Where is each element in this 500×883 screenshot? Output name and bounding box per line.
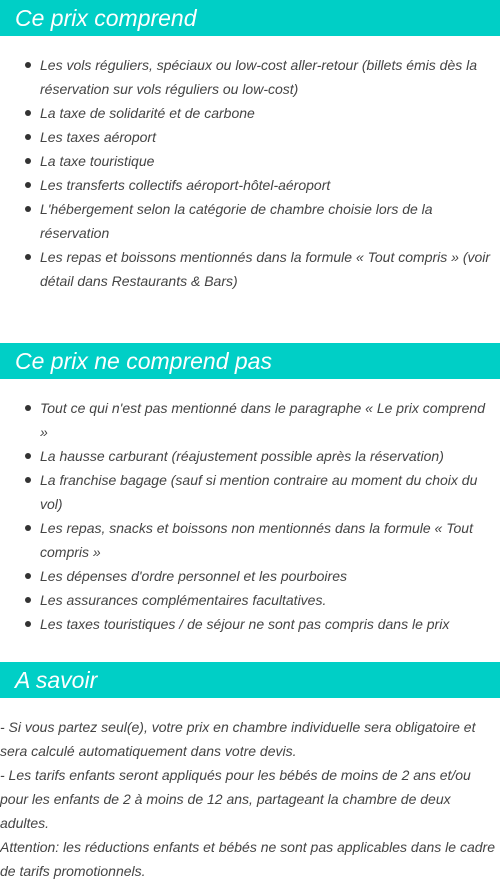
not-included-list xyxy=(40,396,495,636)
included-item: L'hébergement selon la catégorie de chambre choisie lors de la réservation xyxy=(40,197,495,245)
included-item: La taxe de solidarité et de carbone xyxy=(40,101,495,125)
savoir-paragraph: - Si vous partez seul(e), votre prix en chambre individuelle sera obligatoire et sera calculé automatiquement dans votre devis. xyxy=(0,719,476,759)
not-included-item: La franchise bagage (sauf si mention contraire au moment du choix du vol) xyxy=(40,468,495,516)
included-item: Les transferts collectifs aéroport-hôtel-aéroport xyxy=(40,173,495,197)
not-included-item: La hausse carburant (réajustement possible après la réservation) xyxy=(40,444,495,468)
included-item: Les vols réguliers, spéciaux ou low-cost aller-retour (billets émis dès la réservation sur vols réguliers ou low-cost) xyxy=(40,53,495,101)
included-item: La taxe touristique xyxy=(40,149,495,173)
section-header-included: Ce prix comprend xyxy=(0,0,500,36)
section-header-not-included: Ce prix ne comprend pas xyxy=(0,343,500,379)
savoir-paragraph: Attention: les réductions enfants et bébés ne sont pas applicables dans le cadre de tarifs promotionnels. xyxy=(0,839,495,879)
savoir-paragraph: - Les tarifs enfants seront appliqués pour les bébés de moins de 2 ans et/ou pour les enfants de 2 à moins de 12 ans, partageant la chambre de deux adultes. xyxy=(0,767,471,831)
included-item: Les taxes aéroport xyxy=(40,125,495,149)
included-item: Les repas et boissons mentionnés dans la formule « Tout compris » (voir détail dans Restaurants & Bars) xyxy=(40,245,495,293)
not-included-item: Les assurances complémentaires facultatives. xyxy=(40,588,495,612)
savoir-text xyxy=(0,715,500,883)
section-header-savoir: A savoir xyxy=(0,662,500,698)
not-included-item: Les dépenses d'ordre personnel et les pourboires xyxy=(40,564,495,588)
not-included-item: Les taxes touristiques / de séjour ne sont pas compris dans le prix xyxy=(40,612,495,636)
not-included-item: Les repas, snacks et boissons non mentionnés dans la formule « Tout compris » xyxy=(40,516,495,564)
not-included-item: Tout ce qui n'est pas mentionné dans le paragraphe « Le prix comprend » xyxy=(40,396,495,444)
included-list xyxy=(40,53,495,293)
